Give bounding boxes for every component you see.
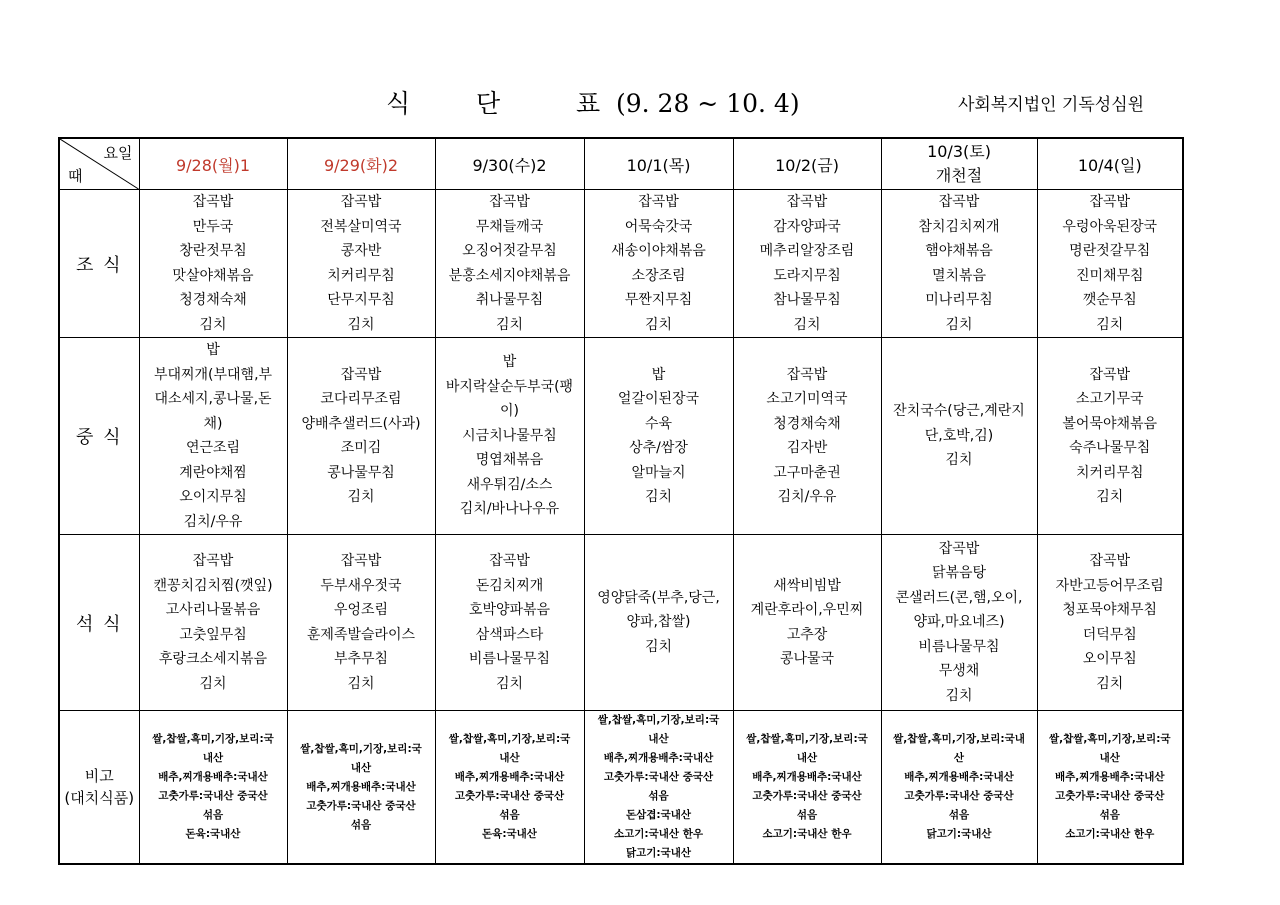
menu-item: 단,호박,김) — [924, 427, 994, 444]
menu-item: 알마늘지 — [631, 464, 686, 481]
note-line: 배추,찌개용배추:국내산 — [1054, 771, 1165, 783]
menu-item: 캔꽁치김치찜(깻잎) — [153, 577, 273, 594]
menu-item: 연근조림 — [185, 440, 241, 456]
menu-item: 잡곡밥 — [340, 194, 382, 210]
breakfast-cell — [733, 190, 881, 338]
menu-item: 무채들깨국 — [475, 218, 544, 235]
menu-item: 밥 — [206, 342, 220, 358]
menu-item: 김치 — [1096, 316, 1124, 333]
menu-item: 김치 — [347, 489, 375, 505]
menu-item: 진미채무침 — [1075, 267, 1144, 284]
menu-item: 잡곡밥 — [1089, 194, 1131, 210]
notes-cell — [881, 711, 1037, 865]
note-line: 내산 — [499, 752, 520, 764]
notes-label: 비고 — [84, 767, 114, 785]
menu-item: 김치 — [945, 687, 973, 704]
menu-item: 닭볶음탕 — [931, 565, 987, 582]
menu-item: 두부새우젓국 — [320, 577, 402, 594]
menu-item: 시금치나물무침 — [462, 427, 557, 444]
note-line: 섞음 — [499, 809, 520, 821]
menu-item: 채) — [203, 415, 223, 432]
menu-item: 콩자반 — [340, 243, 382, 259]
lunch-cell — [287, 338, 435, 535]
note-line: 산 — [953, 752, 965, 764]
menu-item: 김치/우유 — [183, 513, 243, 530]
note-line: 내산 — [202, 752, 224, 764]
corner-cell — [59, 138, 139, 190]
breakfast-cell — [435, 190, 584, 338]
note-line: 내산 — [648, 733, 669, 745]
menu-item: 창란젓무침 — [179, 243, 247, 259]
note-line: 돈육:국내산 — [185, 828, 241, 840]
note-line: 쌀,찹쌀,흑미,기장,보리:국 — [746, 733, 868, 745]
menu-item: 전복살미역국 — [320, 218, 402, 235]
organization-name: 사회복지법인 기독성심원 — [958, 95, 1145, 115]
breakfast-cell — [139, 190, 287, 338]
menu-item: 김치 — [199, 675, 227, 692]
note-line: 고춧가루:국내산 중국산 — [752, 790, 862, 802]
menu-item: 김치 — [1096, 675, 1124, 692]
menu-item: 콩나물국 — [779, 651, 835, 667]
note-line: 쌀,찹쌀,흑미,기장,보리:국 — [152, 733, 274, 745]
menu-item: 김치 — [495, 675, 524, 692]
menu-item: 자반고등어무조림 — [1055, 577, 1164, 594]
menu-item: 분홍소세지야채볶음 — [448, 267, 571, 284]
day-header-date: 10/3(토) — [927, 142, 991, 161]
menu-item: 밥 — [502, 354, 517, 371]
menu-item: 잡곡밥 — [638, 194, 679, 210]
menu-item: 코다리무조림 — [320, 391, 402, 407]
notes-cell — [1037, 711, 1183, 865]
menu-item: 수육 — [644, 415, 673, 432]
note-line: 배추,찌개용배추:국내산 — [603, 752, 714, 764]
lunch-cell — [881, 338, 1037, 535]
menu-item: 상추/쌈장 — [629, 440, 688, 456]
menu-item: 소고기미역국 — [766, 391, 848, 407]
note-line: 고춧가루:국내산 중국산 — [158, 790, 268, 802]
menu-item: 잡곡밥 — [1089, 553, 1131, 569]
menu-item: 대소세지,콩나물,돈 — [154, 391, 272, 407]
menu-item: 소장조림 — [631, 267, 686, 284]
menu-item: 얼갈이된장국 — [617, 391, 700, 407]
menu-item: 더덕무침 — [1082, 626, 1137, 643]
notes-cell — [584, 711, 733, 865]
note-line: 쌀,찹쌀,흑미,기장,보리:국 — [597, 714, 720, 726]
day-header: 9/28(월)1 — [139, 138, 287, 190]
notes-cell — [287, 711, 435, 865]
row-label-dinner: 석 식 — [59, 535, 139, 711]
dinner-cell — [1037, 535, 1183, 711]
menu-item: 새싹비빔밥 — [773, 577, 841, 594]
breakfast-cell — [584, 190, 733, 338]
menu-item: 맛살야채볶음 — [172, 267, 254, 284]
menu-item: 취나물무침 — [475, 292, 544, 308]
dinner-cell — [881, 535, 1037, 711]
menu-item: 김치 — [495, 316, 524, 333]
lunch-cell — [1037, 338, 1183, 535]
menu-item: 삼색파스타 — [475, 626, 544, 643]
notes-cell — [733, 711, 881, 865]
menu-item: 계란야채찜 — [179, 464, 247, 481]
menu-item: 김치 — [644, 638, 673, 655]
menu-item: 조미김 — [340, 440, 382, 456]
note-line: 배추,찌개용배추:국내산 — [158, 771, 268, 783]
header-row — [59, 138, 1183, 190]
menu-item: 잡곡밥 — [786, 366, 828, 383]
day-header — [881, 138, 1037, 190]
menu-item: 단무지무침 — [327, 292, 395, 308]
title-char-2: 단 — [476, 89, 501, 118]
menu-item: 명란젓갈무침 — [1069, 243, 1151, 259]
note-line: 내산 — [350, 761, 372, 774]
note-line: 고춧가루:국내산 중국산 — [454, 790, 565, 802]
menu-item: 김치/우유 — [777, 489, 837, 505]
menu-item: 양파,찹쌀) — [626, 614, 691, 631]
menu-item: 계란후라이,우민찌 — [750, 602, 864, 618]
note-line: 섞음 — [350, 818, 372, 831]
dinner-cell — [733, 535, 881, 711]
note-line: 배추,찌개용배추:국내산 — [904, 771, 1014, 783]
menu-item: 청경채숙채 — [179, 292, 247, 308]
menu-item: 돈김치찌개 — [475, 577, 544, 594]
menu-item: 청경채숙채 — [773, 415, 841, 432]
menu-item: 치커리무침 — [327, 267, 395, 284]
menu-item: 잡곡밥 — [340, 553, 382, 569]
menu-item: 참치김치찌개 — [918, 218, 1000, 235]
title-date-range: (9. 28 ~ 10. 4) — [616, 89, 800, 118]
menu-item: 김치 — [644, 489, 673, 505]
note-line: 섞음 — [648, 790, 669, 802]
menu-item: 오징어젓갈무침 — [462, 243, 557, 259]
menu-item: 숙주나물무침 — [1069, 440, 1151, 456]
menu-item: 고사리나물볶음 — [165, 602, 261, 618]
note-line: 섞음 — [1099, 809, 1120, 821]
menu-item: 양파,마요네즈) — [913, 614, 1005, 631]
menu-item: 명엽채볶음 — [475, 452, 544, 469]
day-header: 9/29(화)2 — [287, 138, 435, 190]
menu-item: 참나물무침 — [773, 292, 841, 308]
menu-item: 김치 — [793, 316, 821, 333]
menu-item: 잡곡밥 — [489, 194, 530, 210]
menu-item: 메추리알장조림 — [759, 243, 855, 259]
note-line: 섞음 — [202, 809, 224, 821]
day-header: 10/1(목) — [584, 138, 733, 190]
menu-item: 김치 — [644, 316, 673, 333]
menu-item: 잡곡밥 — [786, 194, 828, 210]
day-header: 10/4(일) — [1037, 138, 1183, 190]
menu-item: 고추장 — [786, 626, 828, 643]
menu-item: 오이무침 — [1082, 651, 1137, 667]
dinner-cell — [584, 535, 733, 711]
menu-item: 후랑크소세지볶음 — [158, 651, 268, 667]
note-line: 쌀,찹쌀,흑미,기장,보리:국 — [1048, 733, 1171, 745]
menu-item: 오이지무침 — [179, 489, 247, 505]
menu-item: 부추무침 — [333, 651, 389, 667]
menu-item: 어묵숙갓국 — [624, 218, 693, 235]
row-label-notes — [59, 711, 139, 865]
breakfast-row — [59, 190, 1183, 338]
corner-meal-label: 때 — [68, 167, 83, 185]
menu-item: 밥 — [651, 366, 666, 383]
note-line: 소고기:국내산 한우 — [614, 828, 703, 840]
menu-item: 우엉조림 — [333, 602, 389, 618]
menu-item: 잡곡밥 — [938, 540, 980, 557]
dinner-cell — [287, 535, 435, 711]
notes-cell — [435, 711, 584, 865]
menu-item: 바지락살순두부국(팽 — [445, 378, 574, 395]
menu-item: 감자양파국 — [773, 218, 841, 235]
menu-item: 이) — [500, 403, 519, 420]
day-header: 9/30(수)2 — [435, 138, 584, 190]
menu-item: 김치 — [347, 675, 375, 692]
note-line: 내산 — [1099, 752, 1120, 764]
note-line: 닭고기:국내산 — [625, 847, 692, 859]
note-line: 고춧가루:국내산 중국산 — [904, 790, 1014, 802]
menu-item: 김치 — [945, 452, 973, 469]
notes-row — [59, 711, 1183, 865]
lunch-cell — [139, 338, 287, 535]
menu-item: 김치 — [1096, 489, 1124, 505]
note-line: 고춧가루:국내산 중국산 — [306, 799, 416, 812]
note-line: 고춧가루:국내산 중국산 — [1055, 790, 1165, 802]
menu-item: 고춧잎무침 — [179, 626, 247, 643]
breakfast-cell — [1037, 190, 1183, 338]
lunch-cell — [584, 338, 733, 535]
note-line: 소고기:국내산 한우 — [762, 828, 852, 840]
menu-item: 비름나물무침 — [468, 651, 551, 667]
menu-item: 잔치국수(당근,계란지 — [893, 403, 1025, 420]
menu-item: 치커리무침 — [1075, 464, 1144, 481]
menu-item: 김치/바나나우유 — [459, 501, 560, 518]
menu-item: 부대찌개(부대햄,부 — [153, 366, 273, 383]
row-label-breakfast: 조 식 — [59, 190, 139, 338]
dinner-cell — [435, 535, 584, 711]
menu-item: 영양닭죽(부추,당근, — [597, 589, 720, 606]
menu-item: 김치 — [199, 316, 227, 333]
menu-item: 김자반 — [786, 440, 828, 456]
note-line: 소고기:국내산 한우 — [1065, 828, 1155, 840]
dinner-row — [59, 535, 1183, 711]
note-line: 쌀,찹쌀,흑미,기장,보리:국 — [448, 733, 571, 745]
breakfast-cell — [881, 190, 1037, 338]
menu-item: 잡곡밥 — [1089, 366, 1131, 383]
page-title — [386, 84, 800, 120]
menu-item: 김치 — [945, 316, 973, 333]
day-header-holiday: 개천절 — [935, 166, 983, 185]
note-line: 내산 — [796, 752, 818, 764]
note-line: 배추,찌개용배추:국내산 — [752, 771, 862, 783]
menu-item: 양배추샐러드(사과) — [301, 415, 421, 432]
notes-cell — [139, 711, 287, 865]
note-line: 돈삼겹:국내산 — [625, 809, 692, 821]
note-line: 섞음 — [948, 809, 970, 821]
breakfast-cell — [287, 190, 435, 338]
menu-item: 콘샐러드(콘,햄,오이, — [895, 589, 1023, 606]
menu-item: 멸치볶음 — [931, 267, 987, 284]
menu-item: 잡곡밥 — [938, 194, 980, 210]
note-line: 닭고기:국내산 — [926, 828, 992, 840]
note-line: 섞음 — [796, 809, 818, 821]
notes-sublabel: (대치식품) — [64, 789, 135, 807]
row-label-lunch: 중 식 — [59, 338, 139, 535]
note-line: 배추,찌개용배추:국내산 — [306, 780, 416, 793]
note-line: 쌀,찹쌀,흑미,기장,보리:국내 — [893, 733, 1025, 745]
menu-item: 잡곡밥 — [192, 553, 234, 569]
menu-item: 깻순무침 — [1082, 292, 1137, 308]
title-char-1: 식 — [386, 89, 411, 118]
menu-item: 볼어묵야채볶음 — [1062, 415, 1158, 432]
menu-item: 도라지무침 — [773, 267, 841, 284]
menu-item: 새송이야채볶음 — [611, 243, 706, 259]
menu-item: 잡곡밥 — [340, 366, 382, 383]
menu-item: 햄야채볶음 — [925, 243, 993, 259]
menu-item: 비름나물무침 — [918, 638, 1000, 655]
menu-item: 훈제족발슬라이스 — [306, 626, 416, 643]
menu-item: 김치 — [347, 316, 375, 333]
corner-day-label: 요일 — [103, 144, 133, 162]
menu-item: 무짠지무침 — [624, 292, 693, 308]
note-line: 배추,찌개용배추:국내산 — [454, 771, 565, 783]
menu-item: 청포묵야채무침 — [1062, 602, 1158, 618]
menu-item: 우렁아욱된장국 — [1062, 218, 1158, 235]
dinner-cell — [139, 535, 287, 711]
menu-item: 새우튀김/소스 — [466, 476, 553, 493]
note-line: 고춧가루:국내산 중국산 — [603, 771, 714, 783]
note-line: 쌀,찹쌀,흑미,기장,보리:국 — [300, 742, 422, 755]
menu-item: 소고기무국 — [1075, 391, 1144, 407]
menu-table — [58, 137, 1184, 865]
menu-item: 콩나물무침 — [327, 464, 395, 481]
note-line: 돈육:국내산 — [482, 828, 537, 840]
menu-item: 미나리무침 — [925, 292, 993, 308]
title-char-3: 표 — [576, 89, 601, 118]
menu-item: 잡곡밥 — [489, 553, 530, 569]
lunch-row — [59, 338, 1183, 535]
lunch-cell — [733, 338, 881, 535]
day-header: 10/2(금) — [733, 138, 881, 190]
menu-item: 만두국 — [192, 218, 234, 235]
menu-item: 호박양파볶음 — [468, 602, 551, 618]
menu-item: 잡곡밥 — [192, 194, 234, 210]
lunch-cell — [435, 338, 584, 535]
menu-item: 무생채 — [938, 663, 980, 680]
menu-item: 고구마춘권 — [773, 464, 841, 481]
